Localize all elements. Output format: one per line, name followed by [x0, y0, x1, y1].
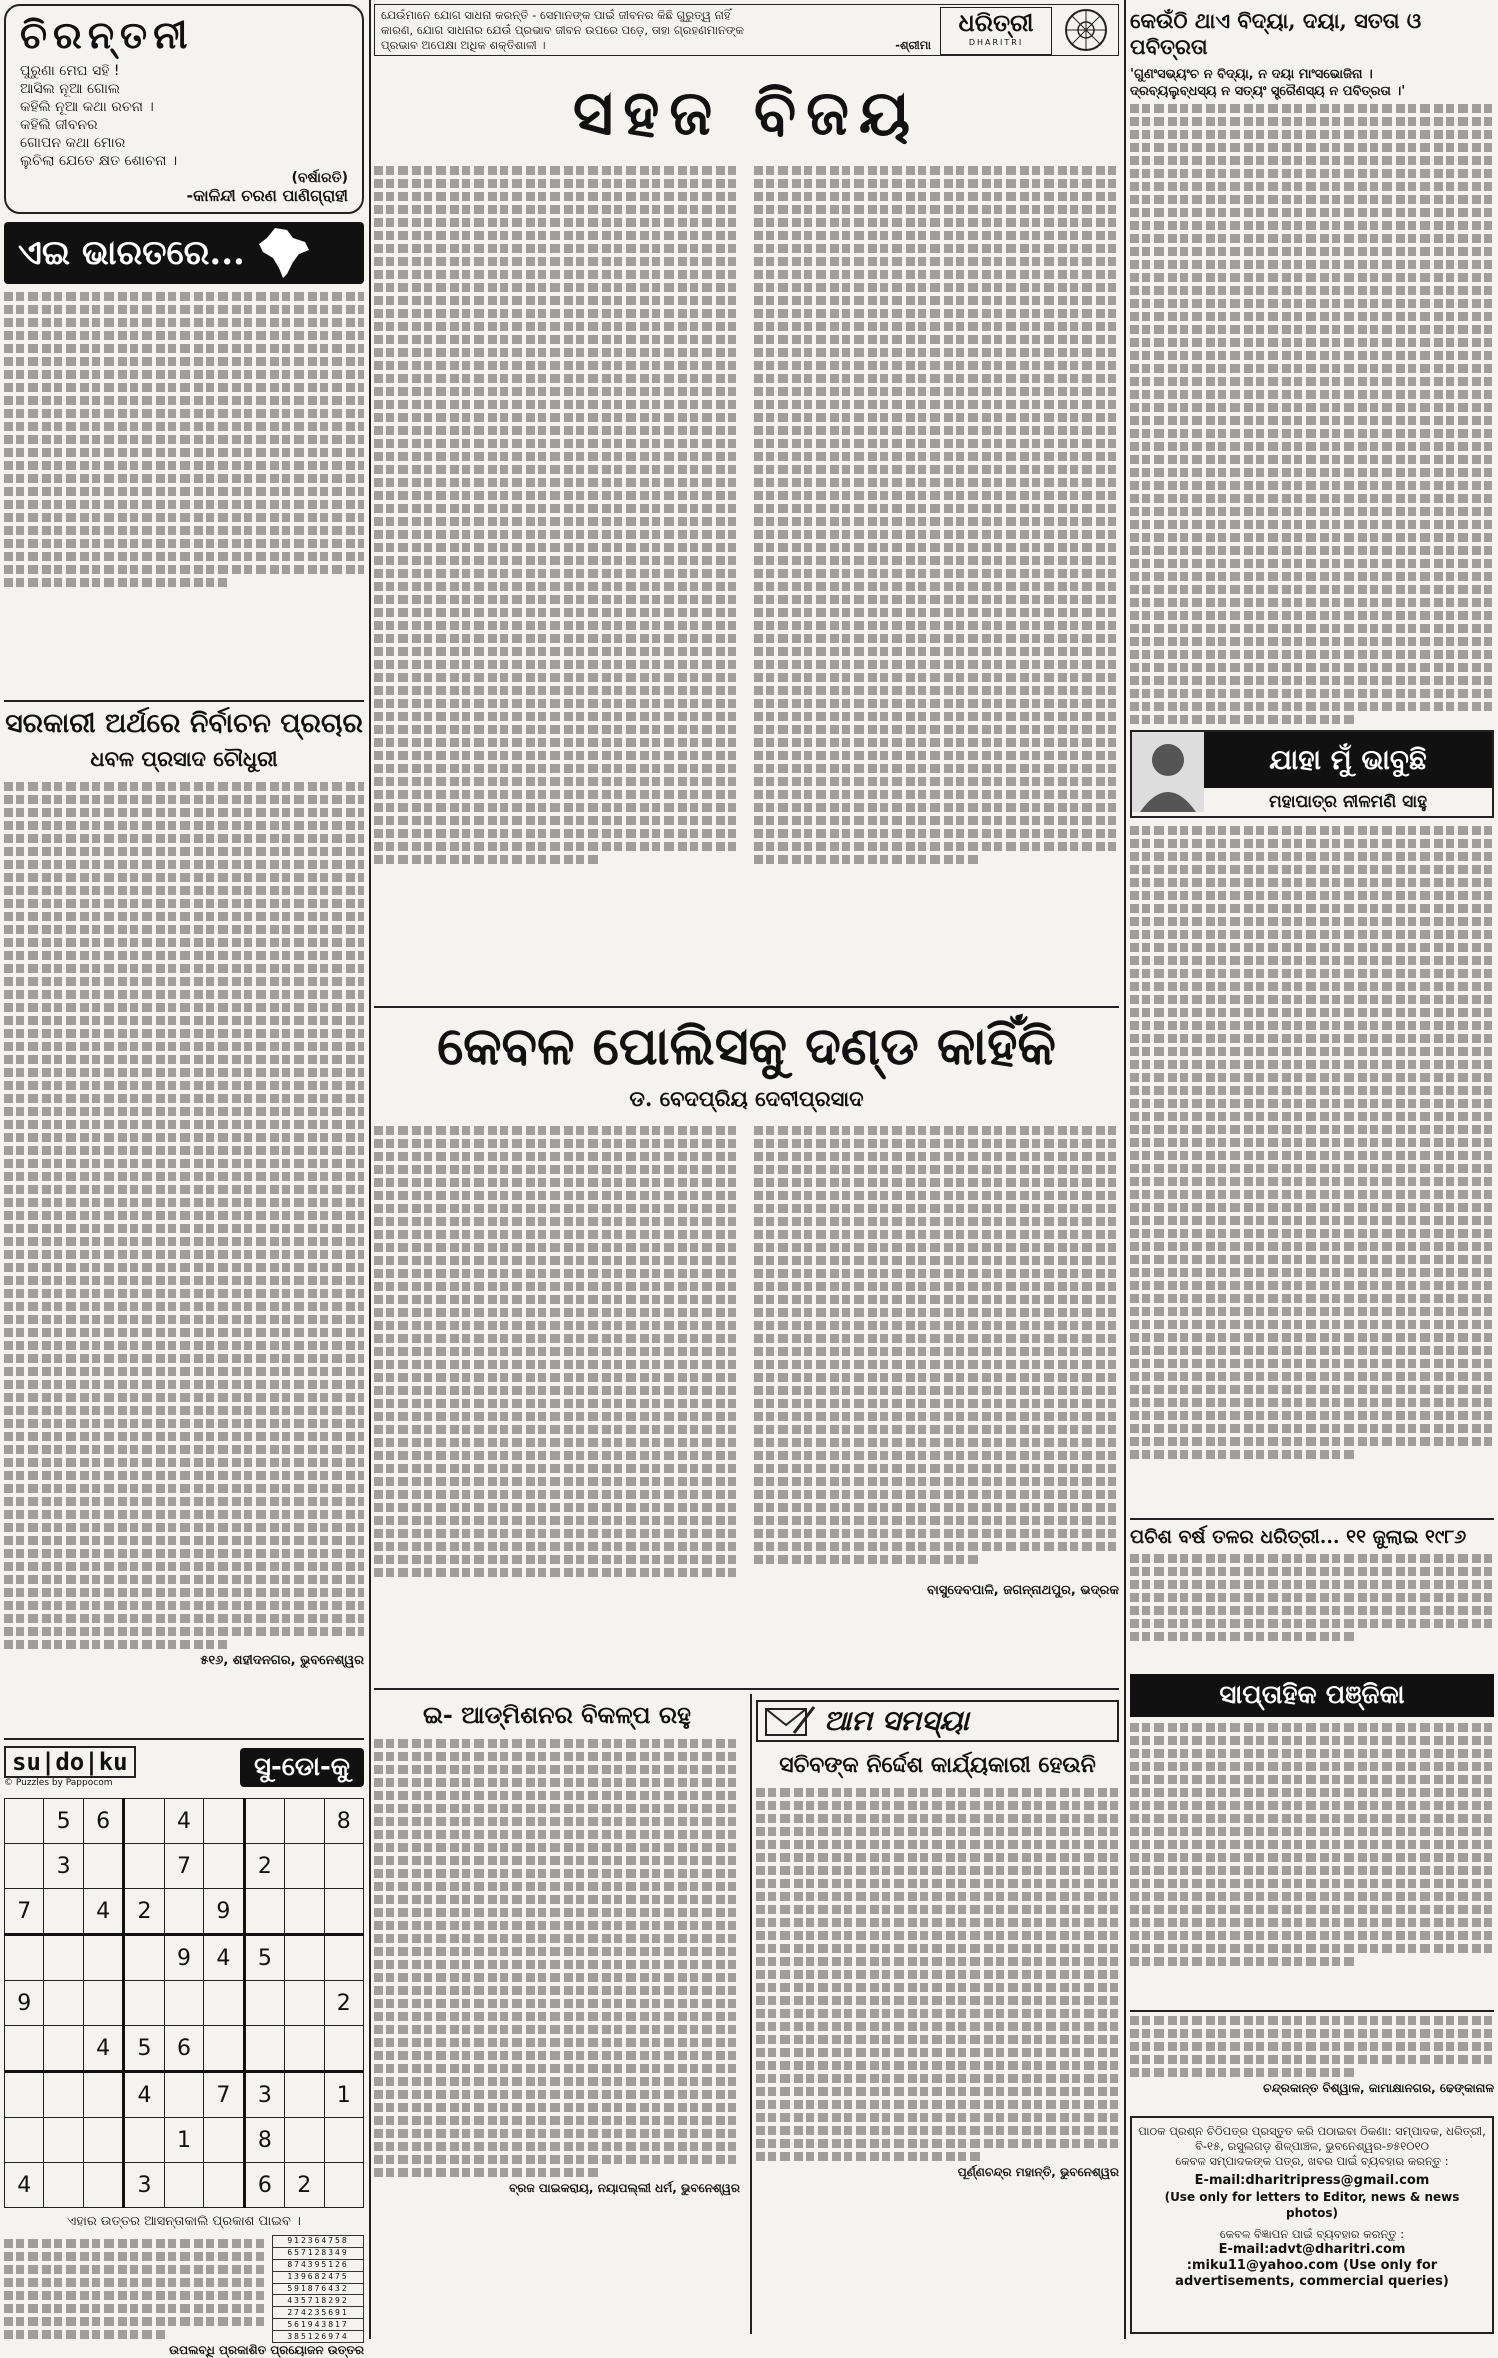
quote-author: -ଶ୍ରୀମା	[895, 38, 931, 52]
sudoku-cell	[285, 1799, 324, 1844]
sudoku-cell	[204, 1981, 244, 2026]
solution-row-digits: 874395126	[273, 2259, 364, 2271]
sudoku-cell	[244, 1799, 284, 1844]
sudoku-cell	[83, 1844, 123, 1889]
solution-row-digits: 657128349	[273, 2247, 364, 2259]
sudoku-cell: 5	[124, 2026, 164, 2072]
main-footer: ବାସୁଦେବପାଳି, ଜଗନ୍ନାଥପୁର, ଭଦ୍ରକ	[927, 1583, 1119, 1598]
sudoku-cell	[44, 2163, 83, 2208]
sudoku-cell: 2	[285, 2163, 324, 2208]
amara-samasya-footer: ପୂର୍ଣ୍ଣଚନ୍ଦ୍ର ମହାନ୍ତି, ଭୁବନେଶ୍ୱର	[957, 2165, 1119, 2179]
sudoku-cell	[124, 1799, 164, 1844]
sudoku-cell: 4	[164, 1799, 203, 1844]
advt-email-link[interactable]: E-mail:advt@dharitri.com	[1218, 2242, 1406, 2257]
vidya-quote-line: ଦ୍ରବ୍ୟଲୁବ୍ଧସ୍ୟ ନ ସତ୍ୟଂ ସ୍ତ୍ରୈଣସ୍ୟ ନ ପବିତ୍ରତା ।'	[1130, 84, 1406, 99]
sudoku-cell	[244, 1889, 284, 1935]
vidya-title: କେଉଁଠି ଥାଏ ବିଦ୍ୟା, ଦୟା, ସତତା ଓ ପବିତ୍ରତା	[1130, 8, 1422, 59]
contact-intro	[1138, 2124, 1486, 2169]
sudoku-cell	[83, 1935, 123, 1981]
sudoku-cell	[5, 2026, 44, 2072]
sudoku-row	[5, 2163, 364, 2208]
solution-row	[273, 2283, 364, 2295]
pachisha-barsha-section	[1130, 1518, 1494, 1668]
sudoku-cell	[5, 1935, 44, 1981]
sudoku-cell	[124, 1844, 164, 1889]
sudoku-row	[5, 1799, 364, 1844]
dharitri-logo	[940, 7, 1052, 55]
emblem-icon	[1060, 7, 1112, 53]
sudoku-cell	[83, 2118, 123, 2163]
sudoku-cell: 5	[44, 1799, 83, 1844]
e-admission-footer: ବ୍ରଜ ପାଇକରାୟ, ନୟାପଲ୍ଲୀ ଧର୍ମ, ଭୁବନେଶ୍ୱର	[509, 2181, 740, 2195]
sudoku-cell	[285, 2072, 324, 2118]
column-divider	[750, 1694, 752, 2334]
editor-email-note: (Use only for letters to Editor, news & news photos)	[1164, 2190, 1460, 2220]
sudoku-cell: 7	[5, 1889, 44, 1935]
vidya-quote-line: 'ଗୁଣଂସଭ୍ୟଂଚ ନ ବିଦ୍ୟା, ନ ଦୟା ମାଂସଭୋଜିନା ।	[1130, 67, 1373, 82]
sudoku-cell	[164, 2163, 203, 2208]
kama-footer: ଚନ୍ଦ୍ରକାନ୍ତ ବିଶ୍ୱାଳ, କାମାକ୍ଷାନଗର, ଢେଙ୍କାନାଳ	[1263, 2081, 1494, 2095]
sudoku-cell	[5, 1844, 44, 1889]
solution-row-digits: 591876432	[273, 2283, 364, 2295]
ei-bharatare-title: ଏଇ ଭାରତରେ...	[18, 233, 245, 273]
e-admission-letter	[374, 1694, 746, 2334]
author-photo	[1132, 732, 1204, 812]
solution-row-digits: 139682475	[273, 2271, 364, 2283]
sudoku-cell: 9	[204, 1889, 244, 1935]
sudoku-cell	[5, 1799, 44, 1844]
poem-tag: (ବର୍ଷାରତି)	[291, 170, 348, 186]
sudoku-cell	[44, 1935, 83, 1981]
sudoku-cell	[244, 1981, 284, 2026]
sudoku-cell: 5	[244, 1935, 284, 1981]
sudoku-header	[4, 1746, 364, 1788]
masthead-quote	[381, 8, 931, 53]
poem-author: -କାଳିନ୍ଦୀ ଚରଣ ପାଣିଗ୍ରାହୀ	[186, 186, 348, 205]
sudoku-cell	[124, 1935, 164, 1981]
editorial-headline: ସହଜ ବିଜୟ	[572, 76, 921, 149]
logo-text: ଧରିତ୍ରୀ	[958, 8, 1034, 37]
solution-row-digits: 385126974	[273, 2331, 364, 2343]
sudoku-cell: 2	[124, 1889, 164, 1935]
amara-samasya-subtitle: ସଚିବଙ୍କ ନିର୍ଦ୍ଦେଶ କାର୍ଯ୍ୟକାରୀ ହେଉନି	[779, 1752, 1096, 1778]
solution-row	[273, 2247, 364, 2259]
sudoku-cell	[44, 1889, 83, 1935]
sudoku-cell: 2	[244, 1844, 284, 1889]
column-divider	[1124, 0, 1126, 2339]
poem-box	[4, 4, 364, 214]
quote-line-text: ପ୍ରଭାବ ଅପେକ୍ଷା ଅଧିକ ଶକ୍ତିଶାଳୀ ।	[381, 38, 546, 52]
sudoku-cell	[324, 2026, 364, 2072]
sudoku-cell	[164, 1981, 203, 2026]
sudoku-cell	[324, 2163, 364, 2208]
vidya-article	[1130, 4, 1494, 724]
sudoku-cell	[164, 1889, 203, 1935]
sudoku-cell	[124, 1981, 164, 2026]
solution-row	[273, 2259, 364, 2271]
solution-row-digits: 561943817	[273, 2319, 364, 2331]
main-article	[374, 1012, 1119, 1682]
solution-row	[273, 2236, 364, 2248]
sudoku-section	[4, 1738, 364, 2357]
sudoku-cell	[83, 2072, 123, 2118]
sudoku-cell: 6	[244, 2163, 284, 2208]
sudoku-cell	[83, 2163, 123, 2208]
sudoku-cell	[164, 2072, 203, 2118]
sudoku-cell: 8	[324, 1799, 364, 1844]
sudoku-cell	[5, 2072, 44, 2118]
sudoku-cell: 9	[5, 1981, 44, 2026]
section-divider	[374, 1006, 1119, 1008]
sudoku-cell: 6	[164, 2026, 203, 2072]
masthead-strip	[374, 4, 1119, 56]
vidya-quote	[1130, 66, 1494, 100]
saptahika-title: ସାପ୍ତାହିକ ପଞ୍ଜିକା	[1130, 1674, 1494, 1717]
sudoku-solution-grid	[272, 2235, 364, 2343]
sarkari-author: ଧବଳ ପ୍ରସାଦ ଚୌଧୁରୀ	[90, 746, 278, 771]
sudoku-cell	[324, 2118, 364, 2163]
saptahika-panjika-section	[1130, 1674, 1494, 2004]
solution-row-digits: 274235691	[273, 2307, 364, 2319]
sudoku-lower	[4, 2235, 364, 2343]
poem-line: ପୁରୁଣା ମେଘ ସହି !	[20, 63, 120, 79]
sudoku-cell	[204, 1844, 244, 1889]
sarkari-body	[4, 782, 364, 1649]
sudoku-cell: 8	[244, 2118, 284, 2163]
sudoku-cell: 3	[44, 1844, 83, 1889]
sudoku-row	[5, 1844, 364, 1889]
kamakshanagar-letter	[1130, 2010, 1494, 2110]
poem-line: ଗୋପନ କଥା ମୋର	[20, 135, 126, 151]
poem-line: କହିଲି ନୂଆ କଥା ରଚନା ।	[20, 99, 154, 115]
sudoku-row	[5, 2026, 364, 2072]
sudoku-cell: 7	[204, 2072, 244, 2118]
solution-row-digits: 912364758	[273, 2236, 364, 2248]
ei-bharatare-body	[4, 292, 364, 587]
solution-row	[273, 2319, 364, 2331]
sarkari-footer: ୫୧୬, ଶହୀଦନଗର, ଭୁବନେଶ୍ୱର	[200, 1653, 364, 1668]
jaha-title: ଯାହା ମୁଁ ଭାବୁଛି	[1204, 732, 1492, 788]
sudoku-cell	[44, 2072, 83, 2118]
sudoku-row	[5, 2118, 364, 2163]
logo-sub: DHARITRI	[968, 38, 1024, 47]
sudoku-cell	[124, 2118, 164, 2163]
sarkari-title: ସରକାରୀ ଅର୍ଥରେ ନିର୍ବାଚନ ପ୍ରଚାର	[5, 708, 363, 739]
editor-email-link[interactable]: E-mail:dharitripress@gmail.com	[1194, 2173, 1430, 2188]
poem-line: ଲୁଚିଲା ଯେତେ କ୍ଷତ ଶୋଚନା ।	[20, 153, 178, 169]
solution-row-digits: 435718292	[273, 2295, 364, 2307]
poem-line: କହିଲି ଜୀବନର	[20, 117, 98, 133]
main-columns	[374, 1122, 1119, 1581]
sudoku-cell: 3	[244, 2072, 284, 2118]
sudoku-cell	[204, 2163, 244, 2208]
sudoku-cell: 6	[83, 1799, 123, 1844]
main-headline: କେବଳ ପୋଲିସକୁ ଦଣ୍ଡ କାହିଁକି	[437, 1016, 1056, 1077]
main-author: ଡ. ବେଦପ୍ରିୟ ଦେବୀପ୍ରସାଦ	[629, 1086, 864, 1111]
sudoku-cell: 1	[164, 2118, 203, 2163]
sudoku-cell	[5, 2118, 44, 2163]
envelope-icon	[764, 1705, 816, 1737]
contact-intro-line: ପାଠକ ପ୍ରଶ୍ନ ଚିଠିପତ୍ର ପ୍ରସ୍ତୁତ କରି ପଠାଇବା ଠିକଣା: ସମ୍ପାଦକ, ଧରିତ୍ରୀ,	[1138, 2124, 1486, 2138]
sudoku-row	[5, 1935, 364, 1981]
sudoku-cell	[285, 2026, 324, 2072]
sudoku-cell	[204, 2026, 244, 2072]
amara-samasya-title: ଆମ ସମସ୍ୟା	[824, 1704, 969, 1737]
sudoku-cell	[44, 2026, 83, 2072]
sudoku-cell: 3	[124, 2163, 164, 2208]
sudoku-cell	[44, 2118, 83, 2163]
sudoku-cell	[285, 2118, 324, 2163]
ei-bharatare-section	[4, 222, 364, 692]
sudoku-cell: 4	[204, 1935, 244, 1981]
yahoo-email-link[interactable]: :miku11@yahoo.com (Use only for	[1186, 2258, 1438, 2273]
jaha-header	[1130, 730, 1494, 818]
sudoku-brand: su|do|ku	[4, 1746, 136, 1778]
sudoku-cell: 4	[83, 2026, 123, 2072]
pachisha-title: ପଚିଶ ବର୍ଷ ତଳର ଧରିତ୍ରୀ... ୧୧ ଜୁଲାଇ ୧୯୮୬	[1130, 1526, 1467, 1548]
sudoku-cell: 9	[164, 1935, 203, 1981]
sudoku-grid	[4, 1798, 364, 2208]
sudoku-footer: ଉପଲବ୍ଧି ପ୍ରକାଶିତ ପ୍ରୟୋଜନ ଉତ୍ତର	[169, 2343, 364, 2357]
sudoku-cell: 2	[324, 1981, 364, 2026]
sudoku-credit: © Puzzles by Pappocom	[4, 1778, 113, 1788]
ei-bharatare-title-bar	[4, 222, 364, 284]
advt-email-note: advertisements, commercial queries)	[1175, 2274, 1449, 2289]
poem-lines	[20, 62, 348, 170]
sudoku-note: ଏହାର ଉତ୍ତର ଆସନ୍ତାକାଲି ପ୍ରକାଶ ପାଇବ ।	[67, 2214, 301, 2229]
section-divider	[374, 1688, 1119, 1690]
sudoku-cell	[285, 1935, 324, 1981]
india-map-icon	[253, 226, 313, 280]
contact-intro-line: କେବଳ ସମ୍ପାଦକଙ୍କ ପତ୍ର, ଖବର ପାଇଁ ବ୍ୟବହାର କରନ୍ତୁ :	[1175, 2154, 1449, 2168]
sudoku-cell	[324, 1935, 364, 1981]
column-divider	[369, 0, 371, 2339]
sudoku-cell: 4	[5, 2163, 44, 2208]
solution-row	[273, 2331, 364, 2343]
sudoku-cell	[244, 2026, 284, 2072]
jaha-mun-bhabuchhi-section	[1130, 730, 1494, 1510]
sudoku-row	[5, 1981, 364, 2026]
sudoku-cell	[83, 1981, 123, 2026]
poem-title: ଚିରନ୍ତନୀ	[20, 12, 194, 57]
sudoku-row	[5, 1889, 364, 1935]
sudoku-row	[5, 2072, 364, 2118]
contact-intro-line: ବି-୧୫, ରସୁଲଗଡ଼ ଶିଳ୍ପାଞ୍ଚଳ, ଭୁବନେଶ୍ୱର-୭୫୧୦୧୦	[1195, 2139, 1429, 2153]
sudoku-title: ସୁ-ଡୋ-କୁ	[240, 1748, 364, 1787]
sudoku-cell: 4	[124, 2072, 164, 2118]
sudoku-cell: 1	[324, 2072, 364, 2118]
jaha-author: ମହାପାତ୍ର ନୀଳମଣି ସାହୁ	[1268, 792, 1428, 812]
amara-samasya-header	[756, 1700, 1119, 1742]
quote-line: କାରଣ, ଯୋଗ ସାଧନାର ଯେଉଁ ପ୍ରଭାବ ଜୀବନ ଉପରେ ପଡ଼େ, ତାହା ଗ୍ରହଣମାନଙ୍କ	[381, 23, 744, 37]
editorial-columns	[374, 162, 1119, 868]
sudoku-cell	[44, 1981, 83, 2026]
solution-row	[273, 2307, 364, 2319]
solution-row	[273, 2271, 364, 2283]
sarkari-article	[4, 700, 364, 1730]
sudoku-cell: 7	[164, 1844, 203, 1889]
amara-samasya-letter	[756, 1694, 1119, 2334]
sudoku-cell	[285, 1844, 324, 1889]
contact-box	[1130, 2116, 1494, 2334]
sudoku-cell: 4	[83, 1889, 123, 1935]
solution-row	[273, 2295, 364, 2307]
sudoku-cell	[324, 1889, 364, 1935]
quote-line: ଯେଉଁମାନେ ଯୋଗ ସାଧନା କରନ୍ତି - ସେମାନଙ୍କ ପାଇଁ ଜୀବନର କିଛି ଗୁରୁତ୍ୱ ନାହିଁ	[381, 8, 731, 22]
e-admission-title: ଇ- ଆଡ୍‌ମିଶନର ବିକଳ୍ପ ରହୁ	[422, 1700, 692, 1729]
sudoku-cell	[285, 1889, 324, 1935]
sudoku-cell	[204, 1799, 244, 1844]
poem-line: ଆସିଲ ନୂଆ ଗୋଲ	[20, 81, 121, 97]
editorial	[374, 62, 1119, 1002]
sudoku-cell	[204, 2118, 244, 2163]
sudoku-cell	[285, 1981, 324, 2026]
ads-label: କେବଳ ବିଜ୍ଞାପନ ପାଇଁ ବ୍ୟବହାର କରନ୍ତୁ :	[1219, 2227, 1405, 2241]
quote-line	[381, 38, 931, 53]
sudoku-cell	[324, 1844, 364, 1889]
